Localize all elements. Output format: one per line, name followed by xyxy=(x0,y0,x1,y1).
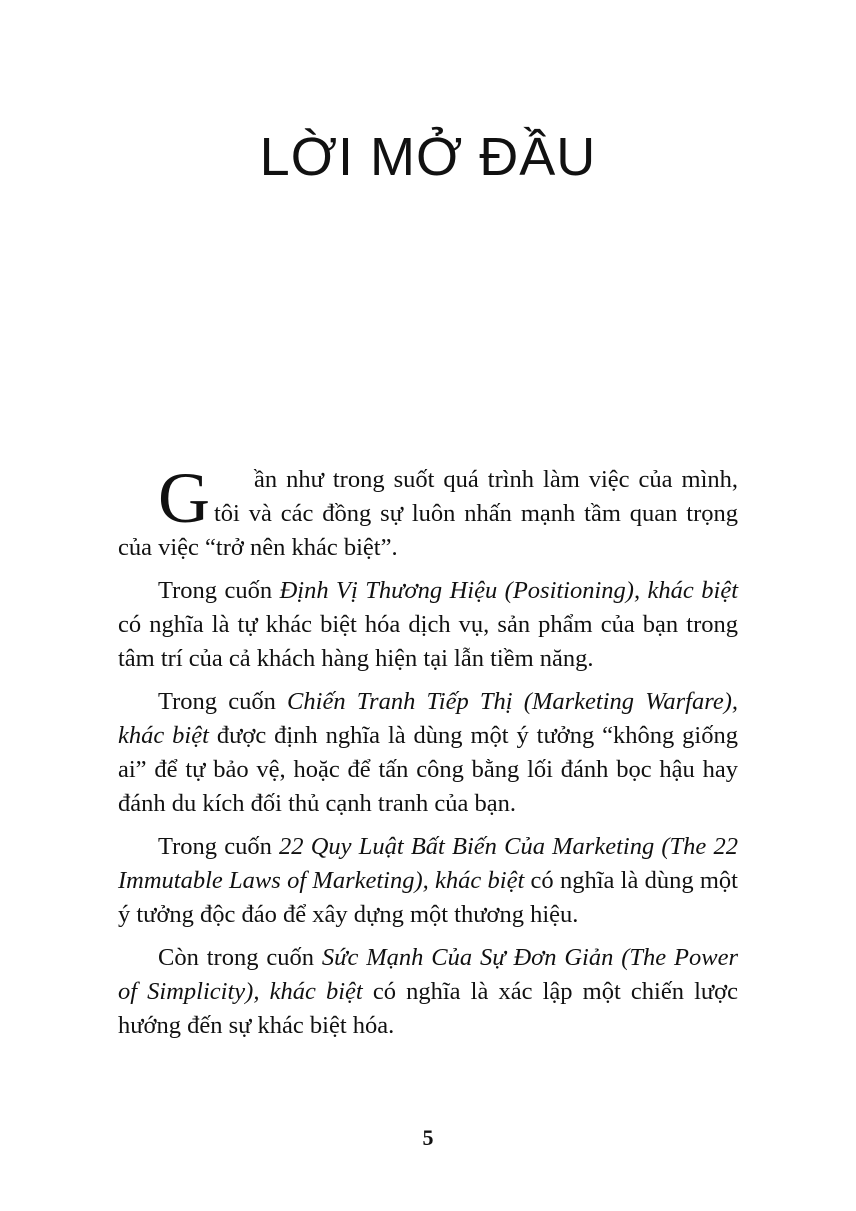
drop-cap: G xyxy=(158,458,210,538)
book-title-italic: Chiến Tranh Tiếp Thị (Marketing Warfare), khác biệt xyxy=(118,688,739,749)
paragraph-2 xyxy=(118,574,738,676)
paragraph-text: Còn trong cuốn xyxy=(158,944,322,971)
paragraph-text: Trong cuốn xyxy=(158,833,280,860)
paragraph-text: có nghĩa là tự khác biệt hóa dịch vụ, sản phẩm của bạn trong tâm trí của cả khách hàng hiện tại lẫn tiềm năng. xyxy=(118,611,738,672)
paragraph-3 xyxy=(118,685,738,821)
book-title-italic: Sức Mạnh Của Sự Đơn Giản (The Power of Simplicity), khác biệt xyxy=(118,944,738,1005)
paragraph-text: được định nghĩa là dùng một ý tưởng “không giống ai” để tự bảo vệ, hoặc để tấn công bằng lối đánh bọc hậu hay đánh du kích đối thủ cạnh tranh của bạn. xyxy=(118,722,738,817)
paragraph-text: có nghĩa là xác lập một chiến lược hướng đến sự khác biệt hóa. xyxy=(118,978,738,1039)
paragraph-1 xyxy=(118,458,738,565)
chapter-title: LỜI MỞ ĐẦU xyxy=(259,127,597,187)
paragraph-text: Trong cuốn xyxy=(158,577,280,604)
body-text xyxy=(118,458,739,1052)
paragraph-text: có nghĩa là dùng một ý tưởng độc đáo để xây dựng một thương hiệu. xyxy=(118,867,738,928)
paragraph-text: Trong cuốn xyxy=(158,688,288,715)
paragraph-5 xyxy=(118,941,738,1043)
paragraph-text: ần như trong suốt quá trình làm việc của mình, tôi và các đồng sự luôn nhấn mạnh tầm quan trọng của việc “trở nên khác biệt”. xyxy=(118,466,738,561)
book-title-italic: 22 Quy Luật Bất Biến Của Marketing (The 22 Immutable Laws of Marketing), khác biệt xyxy=(118,833,738,894)
page-number: 5 xyxy=(422,1125,434,1150)
book-title-italic: Định Vị Thương Hiệu (Positioning), khác biệt xyxy=(279,577,738,604)
paragraph-4 xyxy=(118,830,738,932)
